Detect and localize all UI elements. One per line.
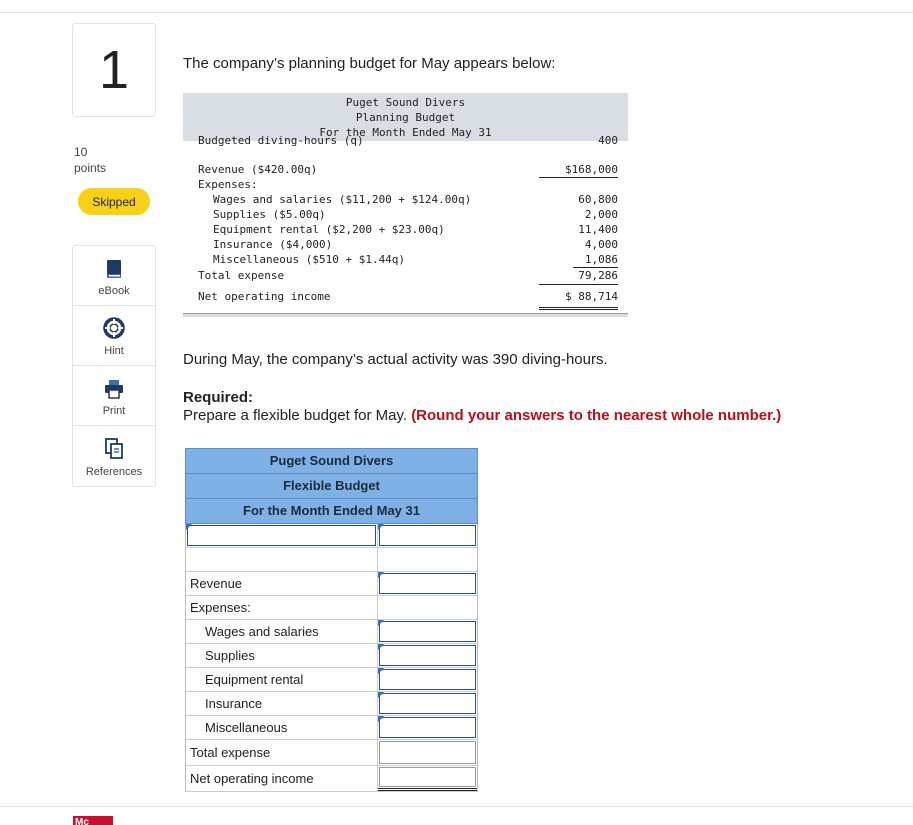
tools-panel [72,245,156,487]
total-expense-output [379,741,476,764]
flexible-budget-table [185,448,478,792]
item-label: Miscellaneous ($510 + $1.44q) [213,253,406,266]
total-label: Total expense [198,269,285,282]
printer-icon [104,379,124,399]
supplies-input[interactable] [379,645,476,666]
print-label: Print [102,405,126,417]
print-button[interactable] [73,366,155,426]
ebook-label: eBook [98,285,130,297]
item-label: Equipment rental ($2,200 + $23.00q) [213,223,445,236]
planning-revenue-row [183,162,628,177]
activity-row [185,524,478,548]
top-divider [0,12,913,13]
dropdown-marker-icon [378,692,384,698]
item-value: 11,400 [578,223,618,236]
planning-noi-row [183,287,628,307]
expense-row-insurance [185,692,478,716]
equipment-input[interactable] [379,669,476,690]
flex-period: For the Month Ended May 31 [185,499,478,524]
misc-label: Miscellaneous [186,716,378,739]
activity-label-cell [186,524,378,547]
revenue-value: $168,000 [539,162,618,178]
rounding-note: (Round your answers to the nearest whole number.) [411,407,782,424]
activity-label-input[interactable] [187,525,376,546]
dropdown-marker-icon [378,668,384,674]
item-label: Supplies ($5.00q) [213,208,326,221]
wages-label: Wages and salaries [186,620,378,643]
dropdown-marker-icon [378,620,384,626]
revenue-value-cell [378,572,477,595]
required-body [183,407,781,425]
total-expense-row [185,740,478,766]
hint-label: Hint [104,345,124,357]
references-button[interactable] [73,426,155,486]
total-expense-cell [378,740,477,765]
blank-row [185,548,478,572]
planning-hours-row [183,132,628,149]
planning-item-row [183,222,628,237]
expenses-label: Expenses: [198,178,258,191]
planning-budget-footer [183,313,628,317]
bottom-divider [0,806,913,807]
misc-value-cell [378,716,477,739]
item-value: 60,800 [578,193,618,206]
expense-row-equipment [185,668,478,692]
planning-company: Puget Sound Divers [345,96,466,109]
expenses-value-cell [378,596,477,619]
points-label: points [74,161,107,175]
expense-row-wages [185,620,478,644]
wages-value-cell [378,620,477,643]
item-value: 1,086 [573,252,618,268]
planning-expenses-row [183,177,628,192]
revenue-label: Revenue ($420.00q) [198,163,318,176]
hours-label: Budgeted diving-hours (q) [198,134,364,147]
points-value: 10 [74,145,88,159]
insurance-value-cell [378,692,477,715]
wages-input[interactable] [379,621,476,642]
supplies-label: Supplies [186,644,378,667]
hours-value: 400 [598,134,618,147]
points-info [74,144,106,176]
planning-item-row [183,192,628,207]
ebook-button[interactable] [73,246,155,306]
expense-row-misc [185,716,478,740]
noi-value: $ 88,714 [539,287,618,310]
required-section [183,389,781,425]
total-expense-label: Total expense [186,740,378,765]
item-value: 4,000 [584,238,618,251]
planning-item-row [183,252,628,267]
equipment-value-cell [378,668,477,691]
flex-company: Puget Sound Divers [185,448,478,474]
dropdown-marker-icon [378,524,384,530]
planning-item-row [183,207,628,222]
dropdown-marker-icon [378,716,384,722]
planning-item-row [183,237,628,252]
expenses-label: Expenses: [186,596,378,619]
supplies-value-cell [378,644,477,667]
status-badge: Skipped [78,188,150,215]
noi-label: Net operating income [186,766,378,791]
noi-cell [378,766,477,791]
activity-text: During May, the company’s actual activity was 390 diving-hours. [183,351,608,368]
noi-row [185,766,478,792]
planning-budget [183,93,628,317]
intro-text: The company’s planning budget for May appears below: [183,55,556,72]
publisher-logo: Mc [73,816,113,825]
question-number: 1 [72,23,156,117]
dropdown-marker-icon [186,524,192,530]
hint-button[interactable] [73,306,155,366]
expenses-row [185,596,478,620]
flex-title: Flexible Budget [185,474,478,499]
references-label: References [85,466,143,478]
planning-total-row [183,267,628,284]
revenue-input[interactable] [379,573,476,594]
planning-period: For the Month Ended May 31 [319,126,492,139]
item-label: Insurance ($4,000) [213,238,333,251]
insurance-label: Insurance [186,692,378,715]
required-text: Prepare a flexible budget for May. [183,407,408,424]
copy-icon [104,438,124,460]
revenue-row [185,572,478,596]
book-icon [105,259,123,279]
lifebuoy-icon [103,317,125,339]
noi-output [379,767,476,787]
activity-value-cell [378,524,477,547]
blank-label-cell [186,548,378,571]
item-label: Wages and salaries ($11,200 + $124.00q) [213,193,472,206]
revenue-label: Revenue [186,572,378,595]
dropdown-marker-icon [378,572,384,578]
noi-label: Net operating income [198,290,331,303]
equipment-label: Equipment rental [186,668,378,691]
planning-title: Planning Budget [355,111,456,124]
activity-value-input[interactable] [379,525,476,546]
total-value: 79,286 [539,267,618,285]
dropdown-marker-icon [378,644,384,650]
insurance-input[interactable] [379,693,476,714]
blank-value-cell [378,548,477,571]
expense-row-supplies [185,644,478,668]
item-value: 2,000 [584,208,618,221]
misc-input[interactable] [379,717,476,738]
required-heading: Required: [183,389,254,406]
